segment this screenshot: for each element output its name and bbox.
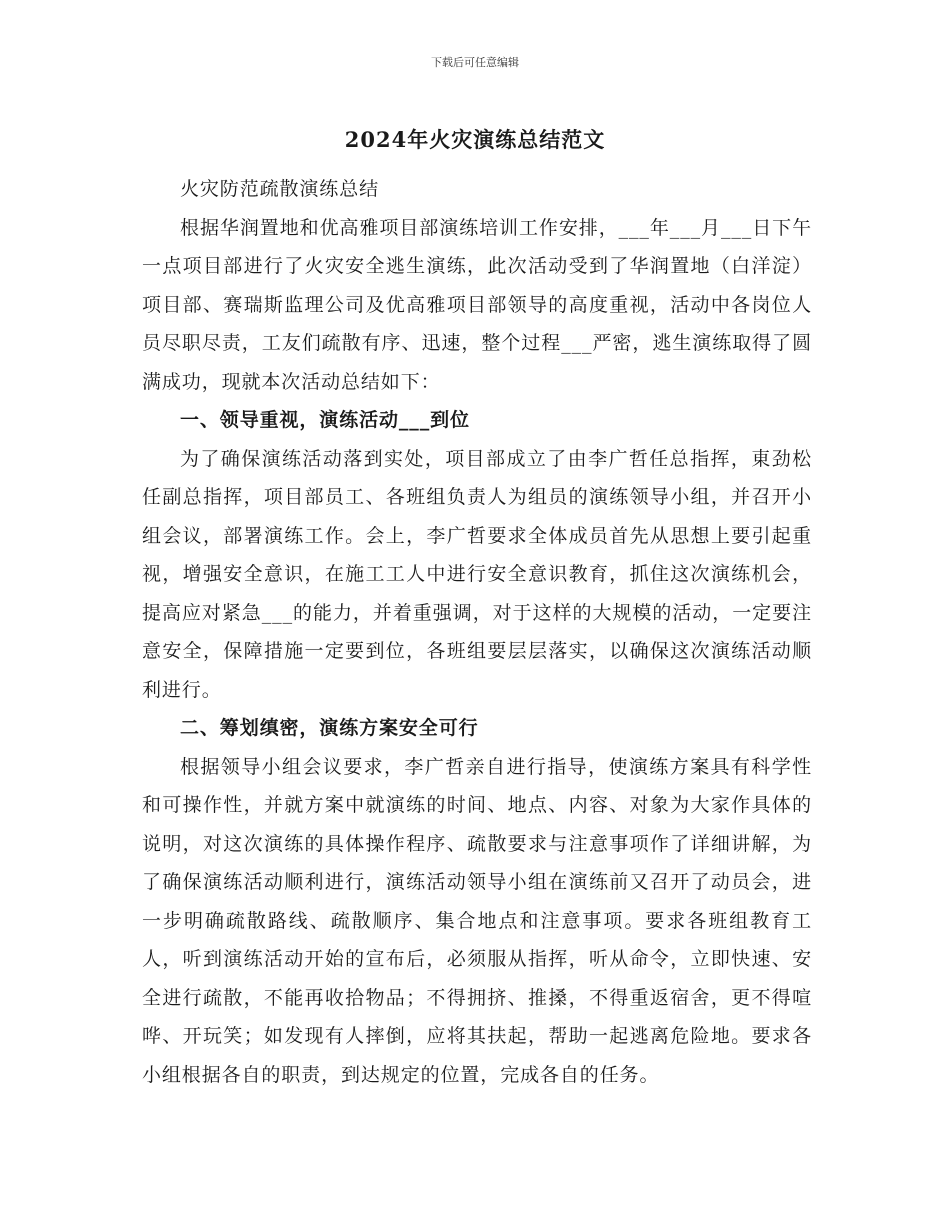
subtitle-paragraph: 火灾防范疏散演练总结 — [180, 178, 380, 200]
header-note: 下载后可任意编辑 — [431, 56, 519, 69]
intro-paragraph: 根据华润置地和优高雅项目部演练培训工作安排，___年___月___日下午一点项目部进行了火灾安全逃生演练，此次活动受到了华润置地（白洋淀）项目部、赛瑞斯监理公司及优高雅项目部领导的高度重视，活动中各岗位人员尽职尽责，工友们疏散有序、迅速，整个过程___严密，逃生演练取得了圆满成功，现就本次活动总结如下： — [142, 216, 812, 393]
section-2-paragraph: 根据领导小组会议要求，李广哲亲自进行指导，使演练方案具有科学性和可操作性，并就方案中就演练的时间、地点、内容、对象为大家作具体的说明，对这次演练的具体操作程序、疏散要求与注意事项作了详细讲解，为了确保演练活动顺利进行，演练活动领导小组在演练前又召开了动员会，进一步明确疏散路线、疏散顺序、集合地点和注意事项。要求各班组教育工人，听到演练活动开始的宣布后，必须服从指挥，听从命令，立即快速、安全进行疏散，不能再收拾物品；不得拥挤、推搡，不得重返宿舍，更不得喧哗、开玩笑；如发现有人摔倒，应将其扶起，帮助一起逃离危险地。要求各小组根据各自的职责，到达规定的位置，完成各自的任务。 — [142, 755, 812, 1086]
section-1-paragraph: 为了确保演练活动落到实处，项目部成立了由李广哲任总指挥，東劲松任副总指挥，项目部员工、各班组负责人为组员的演练领导小组，并召开小组会议，部署演练工作。会上，李广哲要求全体成员首先从思想上要引起重视，增强安全意识，在施工工人中进行安全意识教育，抓住这次演练机会，提高应对紧急___的能力，并着重强调，对于这样的大规模的活动，一定要注意安全，保障措施一定要到位，各班组要层层落实，以确保这次演练活动顺利进行。 — [142, 447, 812, 701]
section-heading-1: 一、领导重视，演练活动___到位 — [180, 409, 470, 431]
section-heading-2: 二、筹划缜密，演练方案安全可行 — [180, 717, 479, 739]
document-body — [142, 170, 812, 1094]
document-title: 2024年火灾演练总结范文 — [344, 127, 606, 152]
